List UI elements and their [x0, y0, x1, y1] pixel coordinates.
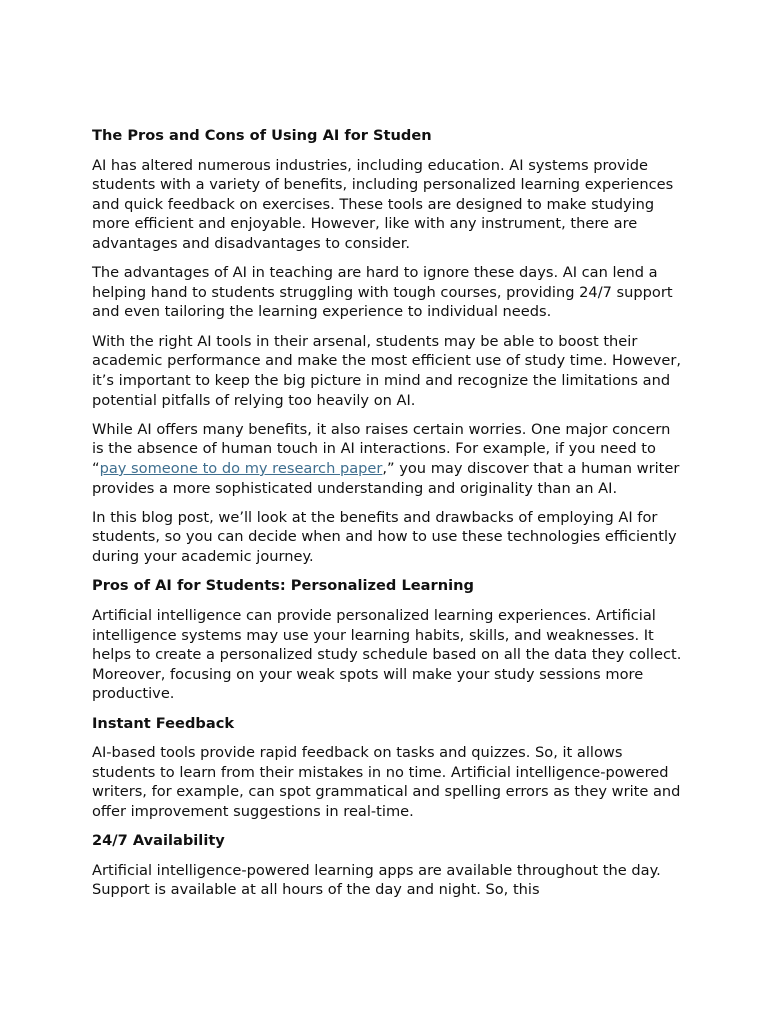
section-heading-availability: 24/7 Availability [92, 832, 225, 850]
section-heading-instant-feedback: Instant Feedback [92, 714, 235, 732]
paragraph-intro-2: The advantages of AI in teaching are hard to ignore these days. AI can lend a helping hand to students struggling with tough courses, providing 24/7 support and even tailoring the learning experience to individual needs. [92, 264, 673, 321]
document-body [92, 126, 682, 910]
section-body-instant-feedback: AI-based tools provide rapid feedback on tasks and quizzes. So, it allows students to learn from their mistakes in no time. Artificial intelligence-powered writers, for example, can spot grammatical and spelling errors as they write and offer improvement suggestions in real-time. [92, 744, 681, 820]
research-paper-link[interactable]: pay someone to do my research paper [99, 459, 383, 477]
paragraph-intro-3: With the right AI tools in their arsenal, students may be able to boost their academic performance and make the most efficient use of study time. However, it’s important to keep the big picture in mind and recognize the limitations and potential pitfalls of relying too heavily on AI. [92, 332, 682, 409]
section-body-personalized-learning: Artificial intelligence can provide personalized learning experiences. Artificial intelligence systems may use your learning habits, skills, and weaknesses. It helps to create a personalized study schedule based on all the data they collect. Moreover, focusing on your weak spots will make your study sessions more productive. [92, 606, 682, 703]
paragraph-concern-text-after: ,” you may discover that a human writer provides a more sophisticated understanding and originality than an AI. [92, 459, 680, 497]
document-title: The Pros and Cons of Using AI for Studen [92, 127, 432, 144]
paragraph-concern [92, 420, 682, 498]
paragraph-closing-intro: In this blog post, we’ll look at the benefits and drawbacks of employing AI for students, so you can decide when and how to use these technologies efficiently during your academic journey. [92, 508, 677, 566]
paragraph-concern-text-before: While AI offers many benefits, it also raises certain worries. One major concern is the absence of human touch in AI interactions. For example, if you need to “ [92, 420, 671, 477]
section-heading-personalized-learning: Pros of AI for Students: Personalized Learning [92, 577, 474, 595]
paragraph-intro-1: AI has altered numerous industries, including education. AI systems provide students with a variety of benefits, including personalized learning experiences and quick feedback on exercises. These tools are designed to make studying more efficient and enjoyable. However, like with any instrument, there are advantages and disadvantages to consider. [92, 156, 674, 252]
section-body-availability: Artificial intelligence-powered learning apps are available throughout the day. Support is available at all hours of the day and night. So, this [92, 861, 661, 899]
